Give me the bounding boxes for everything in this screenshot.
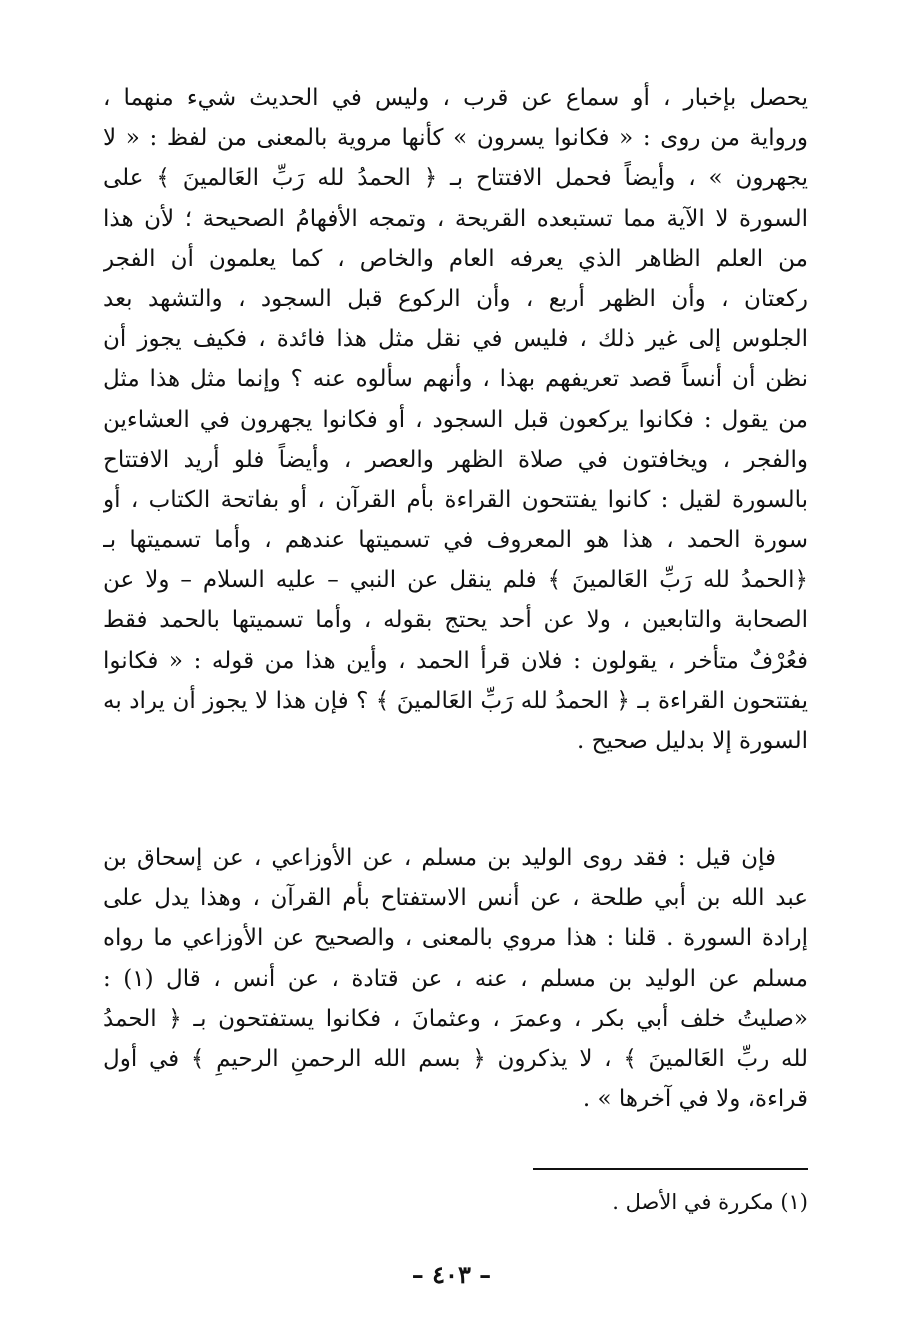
text-line: مسلم عن الوليد بن مسلم ، عنه ، عن قتادة ، عن أنس ، قال (١) : [103,965,808,992]
text-line: بالسورة لقيل : كانوا يفتتحون القراءة بأم القرآن ، أو بفاتحة الكتاب ، أو [103,486,808,513]
text-line: ﴿الحمدُ لله رَبِّ العَالمينَ ﴾ فلم ينقل عن النبي – عليه السلام – ولا عن [103,567,808,594]
text-line: «صليتُ خلف أبي بكر ، وعمرَ ، وعثمانَ ، فكانوا يستفتحون بـ ﴿ الحمدُ [103,1005,808,1032]
text-line: الجلوس إلى غير ذلك ، فليس في نقل مثل هذا فائدة ، فكيف يجوز أن [103,326,808,353]
text-line: السورة لا الآية مما تستبعده القريحة ، وتمجه الأفهامُ الصحيحة ؛ لأن هذا [103,205,808,232]
text-line: سورة الحمد ، هذا هو المعروف في تسميتها عندهم ، وأما تسميتها بـ [103,527,808,554]
text-line: لله ربِّ العَالمينَ ﴾ ، لا يذكرون ﴿ بسم الله الرحمنِ الرحيمِ ﴾ في أول [103,1045,808,1072]
text-line: من العلم الظاهر الذي يعرفه العام والخاص ، كما يعلمون أن الفجر [103,245,808,272]
text-line: نظن أن أنساً قصد تعريفهم بهذا ، وأنهم سألوه عنه ؟ وإنما مثل هذا مثل [103,366,808,393]
footnote: (١) مكررة في الأصل . [612,1190,808,1214]
text-line: الصحابة والتابعين ، ولا عن أحد يحتج بقوله ، وأما تسميتها بالحمد فقط [103,607,808,634]
text-line: ورواية من روى : « فكانوا يسرون » كأنها مروية بالمعنى من لفظ : « لا [103,125,808,152]
text-line: فعُرْفٌ متأخر ، يقولون : فلان قرأ الحمد ، وأين هذا من قوله : « فكانوا [103,647,808,674]
text-line: فإن قيل : فقد روى الوليد بن مسلم ، عن الأوزاعي ، عن إسحاق بن [103,845,776,871]
text-line: يفتتحون القراءة بـ ﴿ الحمدُ لله رَبِّ العَالمينَ ﴾ ؟ فإن هذا لا يجوز أن يراد به [103,687,808,714]
text-line: يحصل بإخبار ، أو سماع عن قرب ، وليس في الحديث شيء منهما ، [103,85,808,111]
text-line: يجهرون » ، وأيضاً فحمل الافتتاح بـ ﴿ الحمدُ لله رَبِّ العَالمينَ ﴾ على [103,165,808,192]
text-line: من يقول : فكانوا يركعون قبل السجود ، أو فكانوا يجهرون في العشاءين [103,406,808,433]
text-line: عبد الله بن أبي طلحة ، عن أنس الاستفتاح بأم القرآن ، وهذا يدل على [103,885,808,912]
text-line: قراءة، ولا في آخرها » . [582,1086,808,1113]
text-line: ركعتان ، وأن الظهر أربع ، وأن الركوع قبل السجود ، والتشهد بعد [103,285,808,312]
page-number: – ٤٠٣ – [411,1260,492,1289]
main-paragraph [103,78,808,761]
text-line: إرادة السورة . قلنا : هذا مروي بالمعنى ، والصحيح عن الأوزاعي ما رواه [103,925,808,952]
text-line: والفجر ، ويخافتون في صلاة الظهر والعصر ، وأيضاً فلو أريد الافتتاح [103,446,808,473]
footnote-divider [533,1168,808,1170]
second-paragraph [103,838,808,1119]
text-line: السورة إلا بدليل صحيح . [576,728,808,754]
